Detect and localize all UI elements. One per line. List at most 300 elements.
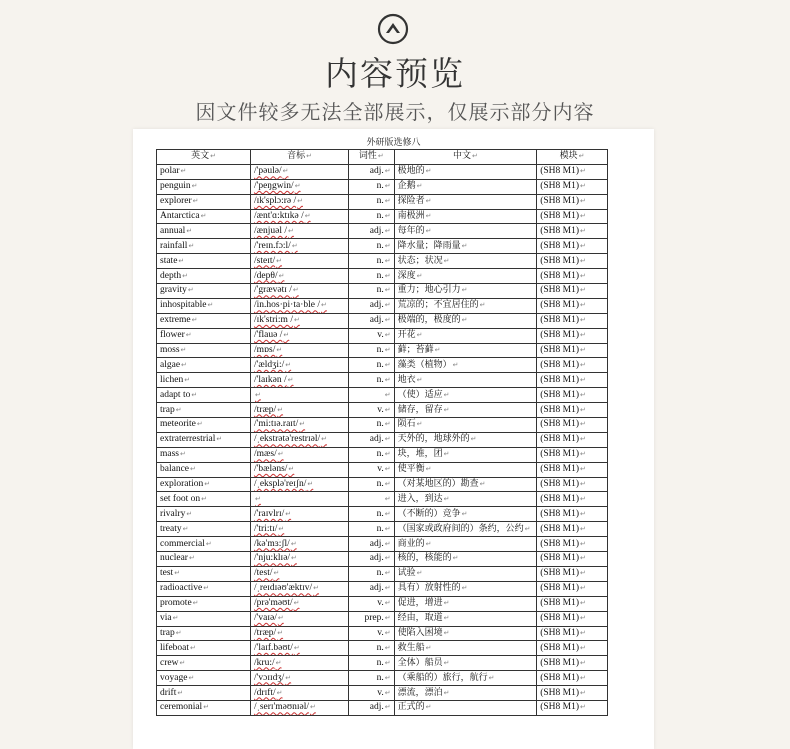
cell-phonetic-text: /ˌserɪ'məʊnɪəl/ [254,702,309,713]
paragraph-mark: ↵ [285,509,292,518]
paragraph-mark: ↵ [321,435,327,444]
cell-module [537,388,608,403]
cell-english-text: Antarctica [160,211,200,221]
paragraph-mark: ↵ [384,509,391,518]
cell-english [157,239,251,254]
cell-chinese-text: 藻类（植物） [397,359,452,370]
cell-phonetic-text: /'mi:tɪə.raɪt/ [254,419,299,430]
cell-english-text: penguin [160,181,191,192]
cell-module-text: (SH8 M1) [540,285,579,296]
cell-english-text: explorer [160,196,192,207]
cell-english [157,432,251,447]
paragraph-mark: ↵ [443,390,450,399]
cell-chinese-text: 商业的 [397,538,425,549]
cell-chinese [394,209,537,224]
paragraph-mark: ↵ [384,286,391,295]
cell-chinese-text: （使）适应 [397,389,443,400]
paragraph-mark: ↵ [579,584,586,593]
cell-module [537,254,608,269]
cell-chinese-text: 使陷入困境 [397,627,443,638]
paragraph-mark: ↵ [425,703,432,712]
paragraph-mark: ↵ [293,599,300,608]
paragraph-mark: ↵ [283,331,290,340]
cell-phonetic-text: /'ældʒi:/ [254,359,285,370]
cell-chinese-text: 企鹅 [397,181,416,192]
cell-phonetic-text: /træp/ [254,404,277,415]
paragraph-mark: ↵ [304,212,311,220]
paragraph-mark: ↵ [321,301,327,310]
paragraph-mark: ↵ [192,197,199,206]
paragraph-mark: ↵ [579,658,586,667]
cell-module [537,477,608,492]
cell-chinese [394,313,537,328]
cell-phonetic [251,566,349,581]
paragraph-mark: ↵ [384,465,391,474]
cell-phonetic-text: /in.hos·pi·ta·ble / [254,300,320,311]
table-row [157,656,608,671]
cell-english [157,507,251,522]
table-row [157,522,608,537]
cell-chinese [394,239,537,254]
paragraph-mark: ↵ [180,346,187,355]
cell-module-text: (SH8 M1) [540,270,579,281]
paragraph-mark: ↵ [384,584,391,593]
table-row [157,686,608,701]
cell-english [157,343,251,358]
cell-english-text: polar [160,166,180,177]
cell-english [157,477,251,492]
cell-module-text: (SH8 M1) [540,568,579,579]
cell-english [157,566,251,581]
cell-pos-text: v. [377,464,384,475]
cell-english-text: trap [160,404,175,415]
paragraph-mark: ↵ [384,390,391,399]
cell-pos-text: adj. [369,225,384,236]
cell-english [157,492,251,507]
paragraph-mark: ↵ [307,480,314,489]
paragraph-mark: ↵ [188,241,195,250]
cell-english-text: exploration [160,479,204,490]
cell-module-text: (SH8 M1) [540,702,579,713]
cell-pos-text: n. [376,345,384,356]
cell-phonetic [251,700,349,715]
paragraph-mark: ↵ [579,554,586,563]
paragraph-mark: ↵ [443,688,450,697]
table-row [157,432,608,447]
cell-module-text: (SH8 M1) [540,404,579,415]
cell-pos [349,611,395,626]
paragraph-mark: ↵ [384,524,391,533]
cell-pos-text: n. [376,270,384,281]
cell-chinese [394,522,537,537]
paragraph-mark: ↵ [524,524,531,533]
paragraph-mark: ↵ [384,658,391,667]
cell-phonetic [251,671,349,686]
cell-english-text: algae [160,359,181,370]
cell-pos [349,552,395,567]
cell-module [537,537,608,552]
cell-pos-text: v. [377,687,384,698]
cell-phonetic [251,418,349,433]
column-header-module: 模块↵ [537,150,608,165]
paragraph-mark: ↵ [191,182,198,191]
table-row [157,179,608,194]
cell-module-text: (SH8 M1) [540,389,579,400]
cell-phonetic-text: /ˌekstrətə'restrɪəl/ [254,434,321,445]
column-header-english: 英文↵ [157,150,251,165]
table-row [157,418,608,433]
paragraph-mark: ↵ [384,435,391,444]
cell-pos-text: v. [377,404,384,415]
cell-english [157,358,251,373]
table-row [157,581,608,596]
cell-pos [349,432,395,447]
cell-module-text: (SH8 M1) [540,613,579,624]
paragraph-mark: ↵ [182,271,188,280]
cell-pos [349,671,395,686]
paragraph-mark: ↵ [203,584,210,593]
cell-module-text: (SH8 M1) [540,583,579,594]
vocabulary-table [156,149,608,716]
paragraph-mark: ↵ [384,197,391,206]
paragraph-mark: ↵ [443,628,450,637]
paragraph-mark: ↵ [384,539,391,548]
cell-english-text: mass [160,449,179,460]
paragraph-mark: ↵ [579,182,586,191]
cell-chinese-text: （乘船的）旅行，航行 [397,672,488,683]
table-row [157,477,608,492]
paragraph-mark: ↵ [288,226,294,235]
cell-module [537,432,608,447]
cell-phonetic [251,254,349,269]
cell-module [537,700,608,715]
cell-phonetic-text: /'tri:tɪ/ [254,523,278,534]
cell-chinese [394,611,537,626]
cell-chinese-text: 陨石 [397,419,416,430]
paragraph-mark: ↵ [292,286,299,295]
cell-chinese [394,269,537,284]
cell-phonetic-text: /træp/ [254,627,277,638]
cell-chinese-text: 探险者 [397,196,425,207]
cell-phonetic [251,224,349,239]
cell-phonetic [251,209,349,224]
cell-pos-text: n. [376,479,384,490]
cell-module-text: (SH8 M1) [540,166,579,177]
cell-phonetic [251,656,349,671]
cell-module [537,447,608,462]
paragraph-mark: ↵ [384,360,391,369]
cell-chinese [394,358,537,373]
paragraph-mark: ↵ [579,301,586,310]
cell-phonetic [251,596,349,611]
cell-chinese-text: 天外的，地球外的 [397,434,470,445]
cell-pos [349,373,395,388]
cell-module [537,552,608,567]
paragraph-mark: ↵ [416,375,423,384]
cell-english-text: rainfall [160,240,188,251]
cell-chinese [394,403,537,418]
cell-module-text: (SH8 M1) [540,657,579,668]
paragraph-mark: ↵ [461,241,468,250]
paragraph-mark: ↵ [579,286,586,295]
paragraph-mark: ↵ [277,614,284,623]
table-row [157,492,608,507]
paragraph-mark: ↵ [291,554,297,563]
paragraph-mark: ↵ [488,673,495,682]
cell-pos-text: adj. [369,434,384,445]
paragraph-mark: ↵ [461,584,468,593]
cell-pos [349,224,395,239]
table-row [157,462,608,477]
cell-english [157,611,251,626]
paragraph-mark: ↵ [196,420,203,429]
paragraph-mark: ↵ [416,271,423,280]
paragraph-mark: ↵ [181,360,187,369]
paragraph-mark: ↵ [384,346,391,355]
paragraph-mark: ↵ [416,182,423,191]
paragraph-mark: ↵ [177,688,184,697]
table-row [157,343,608,358]
paragraph-mark: ↵ [425,465,432,474]
cell-module [537,194,608,209]
cell-pos-text: n. [376,196,384,207]
cell-phonetic-text: /ænt'ɑ:ktɪkə / [254,211,304,221]
cell-phonetic [251,313,349,328]
paragraph-mark: ↵ [443,658,450,667]
cell-chinese-text: 进入，到达 [397,493,443,504]
cell-chinese-text: 试验 [397,568,416,579]
paragraph-mark: ↵ [255,494,261,503]
cell-pos [349,626,395,641]
cell-english-text: radioactive [160,583,203,594]
cell-module [537,224,608,239]
cell-module-text: (SH8 M1) [540,642,579,653]
cell-phonetic [251,343,349,358]
cell-phonetic [251,239,349,254]
cell-chinese [394,507,537,522]
cell-phonetic-text: /'vaɪə/ [254,613,277,624]
paragraph-mark: ↵ [452,554,459,563]
cell-phonetic [251,447,349,462]
cell-chinese-text: 全体）船员 [397,657,443,668]
cell-module-text: (SH8 M1) [540,493,579,504]
cell-english-text: voyage [160,672,188,683]
paragraph-mark: ↵ [299,420,306,429]
cell-pos [349,641,395,656]
paragraph-mark: ↵ [205,539,212,548]
paragraph-mark: ↵ [297,197,303,206]
paragraph-mark: ↵ [187,286,194,295]
cell-chinese [394,686,537,701]
cell-module-text: (SH8 M1) [540,255,579,266]
cell-phonetic-text: /'vɔɪɪdʒ/ [254,672,285,683]
paragraph-mark: ↵ [293,643,300,652]
paragraph-mark: ↵ [290,539,297,548]
paragraph-mark: ↵ [172,614,179,623]
cell-english [157,313,251,328]
paragraph-mark: ↵ [479,480,486,489]
cell-chinese [394,462,537,477]
paragraph-mark: ↵ [180,450,186,459]
cell-phonetic [251,686,349,701]
cell-pos [349,269,395,284]
cell-english-text: drift [160,687,177,698]
cell-chinese-text: 块，堆，团 [397,449,443,460]
paragraph-mark: ↵ [188,673,195,682]
cell-chinese [394,224,537,239]
paragraph-mark: ↵ [287,375,294,384]
cell-phonetic-text: /ˌreɪdɪəʊ'æktɪv/ [254,583,313,594]
paragraph-mark: ↵ [384,226,391,235]
cell-module-text: (SH8 M1) [540,449,579,460]
paragraph-mark: ↵ [425,197,432,206]
cell-pos [349,403,395,418]
table-row [157,224,608,239]
cell-chinese-text: 正式的 [397,702,425,713]
cell-module-text: (SH8 M1) [540,553,579,564]
cell-english [157,388,251,403]
cell-pos-text: prep. [364,613,384,624]
cell-module [537,686,608,701]
cell-module [537,492,608,507]
cell-chinese-text: 开花 [397,330,416,341]
paragraph-mark: ↵ [384,405,391,414]
cell-english-text: ceremonial [160,702,203,713]
paragraph-mark: ↵ [579,360,586,369]
table-row [157,239,608,254]
cell-pos [349,343,395,358]
cell-chinese [394,537,537,552]
cell-english-text: lichen [160,374,184,385]
cell-english-text: meteorite [160,419,196,430]
cell-chinese-text: 促进，增进 [397,598,443,609]
paragraph-mark: ↵ [309,703,316,712]
cell-module-text: (SH8 M1) [540,359,579,370]
table-row [157,373,608,388]
paragraph-mark: ↵ [579,599,586,608]
cell-pos-text: n. [376,181,384,192]
cell-english [157,462,251,477]
cell-phonetic-text: /'grævətɪ / [254,285,292,296]
cell-pos [349,492,395,507]
cell-module [537,462,608,477]
cell-chinese [394,700,537,715]
paragraph-mark: ↵ [188,554,195,563]
paragraph-mark: ↵ [443,494,450,503]
cell-chinese [394,581,537,596]
cell-english [157,641,251,656]
cell-phonetic [251,373,349,388]
table-row [157,700,608,715]
cell-phonetic [251,328,349,343]
paragraph-mark: ↵ [384,301,391,310]
cell-phonetic [251,507,349,522]
cell-pos-text: n. [376,419,384,430]
cell-english-text: crew [160,657,179,668]
cell-module-text: (SH8 M1) [540,374,579,385]
paragraph-mark: ↵ [384,375,391,384]
cell-pos-text: adj. [369,583,384,594]
paragraph-mark: ↵ [276,256,283,265]
table-row [157,447,608,462]
cell-pos-text: v. [377,627,384,638]
paragraph-mark: ↵ [288,465,295,474]
cell-phonetic [251,581,349,596]
cell-pos [349,418,395,433]
cell-module [537,373,608,388]
cell-english-text: trap [160,627,175,638]
paragraph-mark: ↵ [174,569,181,578]
paragraph-mark: ↵ [175,405,182,414]
paragraph-mark: ↵ [416,331,423,340]
paragraph-mark: ↵ [461,286,468,295]
paragraph-mark: ↵ [579,703,586,712]
cell-phonetic [251,403,349,418]
paragraph-mark: ↵ [579,226,586,235]
cell-english [157,209,251,224]
cell-phonetic [251,284,349,299]
cell-pos [349,358,395,373]
cell-phonetic [251,522,349,537]
cell-module-text: (SH8 M1) [540,538,579,549]
cell-chinese-text: 重力；地心引力 [397,285,461,296]
cell-chinese-text: 经由，取道 [397,613,443,624]
cell-english [157,179,251,194]
cell-pos-text: n. [376,285,384,296]
cell-english [157,269,251,284]
cell-phonetic-text: /kə'mɜ:ʃl/ [254,538,290,549]
paragraph-mark: ↵ [579,212,586,220]
cell-english-text: state [160,255,178,266]
cell-chinese-text: 漂流，漂泊 [397,687,443,698]
paragraph-mark: ↵ [384,420,391,429]
cell-pos [349,388,395,403]
vocabulary-table-body [157,164,608,715]
paragraph-mark: ↵ [285,360,292,369]
table-row [157,358,608,373]
cell-english [157,224,251,239]
paragraph-mark: ↵ [384,167,391,176]
cell-english-text: test [160,568,174,579]
cell-phonetic-text: /test/ [254,568,273,579]
cell-chinese-text: 荒凉的；不宜居住的 [397,300,479,311]
cell-module [537,403,608,418]
cell-module-text: (SH8 M1) [540,598,579,609]
cell-module [537,418,608,433]
table-row [157,388,608,403]
cell-pos-text: adj. [369,166,384,177]
table-header-row [157,150,608,165]
cell-phonetic-text: /'bæləns/ [254,464,288,475]
paragraph-mark: ↵ [384,673,391,682]
paragraph-mark: ↵ [443,256,450,265]
paragraph-mark: ↵ [186,226,193,235]
paragraph-mark: ↵ [579,420,586,429]
cell-phonetic [251,611,349,626]
cell-english [157,552,251,567]
cell-pos [349,537,395,552]
paragraph-mark: ↵ [443,450,450,459]
cell-phonetic-text: /'laɪkən / [254,374,287,385]
paragraph-mark: ↵ [579,316,586,325]
paragraph-mark: ↵ [384,628,391,637]
cell-phonetic-text: /ˌeksplə'reɪʃn/ [254,479,307,490]
cell-chinese-text: 储存，留存 [397,404,443,415]
paragraph-mark: ↵ [184,375,191,384]
cell-module-text: (SH8 M1) [540,479,579,490]
cell-phonetic [251,179,349,194]
paragraph-mark: ↵ [579,628,586,637]
